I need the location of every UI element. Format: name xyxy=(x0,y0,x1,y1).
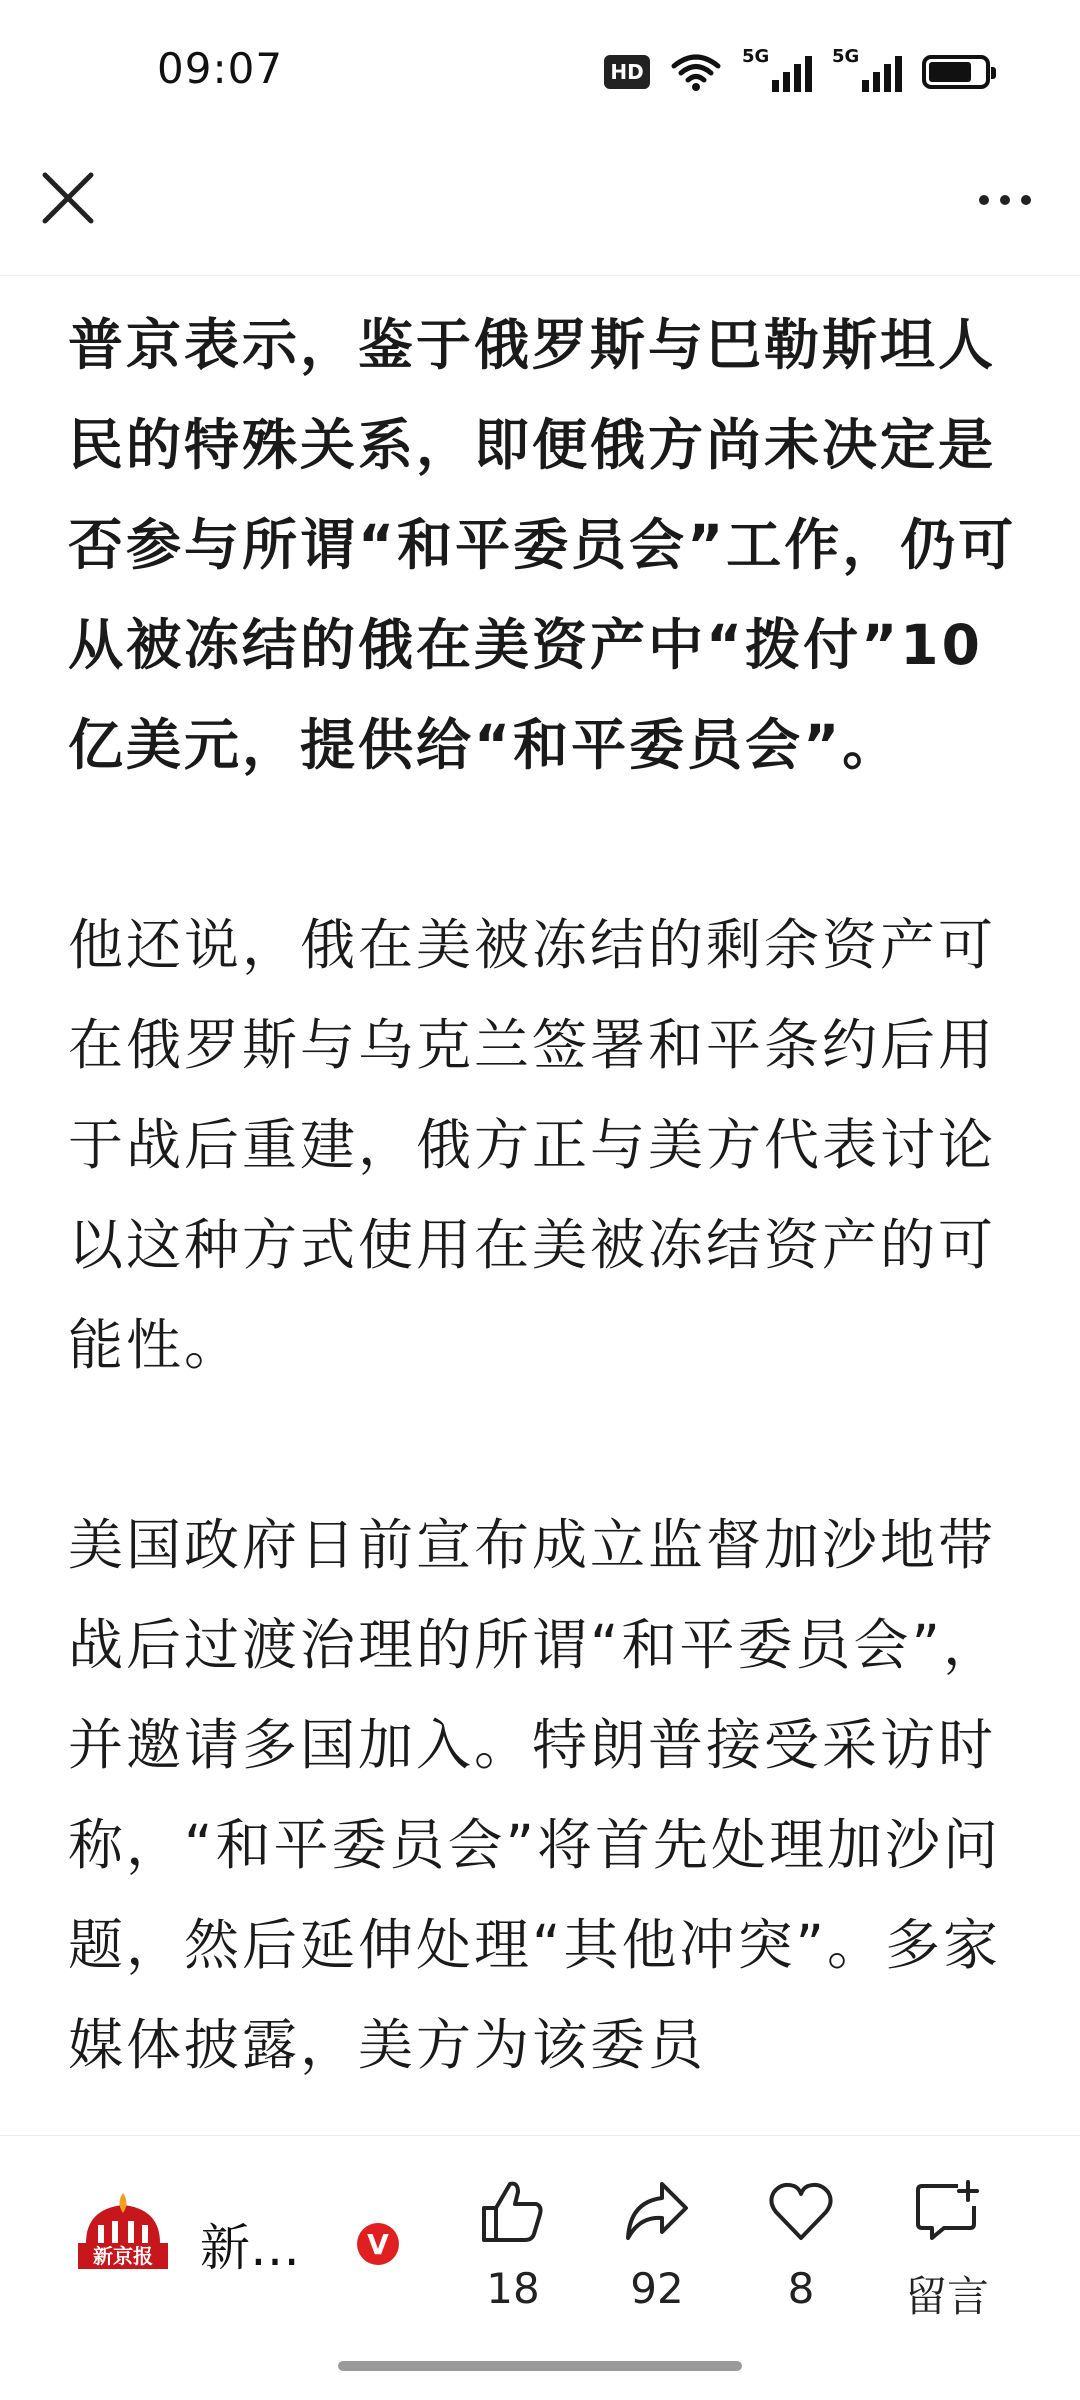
source-logo[interactable] xyxy=(78,2191,168,2269)
comment-add-icon xyxy=(912,2176,982,2246)
article-paragraph: 美国政府日前宣布成立监督加沙地带战后过渡治理的所谓“和平委员会”，并邀请多国加入。特朗普接受采访时称，“和平委员会”将首先处理加沙问题，然后延伸处理“其他冲突”。多家媒体披露，美方为该委员 xyxy=(68,1513,1001,2077)
status-icons xyxy=(604,48,990,96)
top-nav xyxy=(0,145,1080,276)
share-button[interactable] xyxy=(602,2176,712,2313)
cellular-signal-icon: 5G xyxy=(742,52,812,92)
hd-voice-icon: HD xyxy=(604,55,650,89)
like-button[interactable] xyxy=(458,2176,568,2313)
battery-icon xyxy=(922,55,990,89)
article-paragraph: 普京表示，鉴于俄罗斯与巴勒斯坦人民的特殊关系，即便俄方尚未决定是否参与所谓“和平委员会”工作，仍可从被冻结的俄在美资产中“拨付”10亿美元，提供给“和平委员会”。 xyxy=(68,313,1017,777)
wifi-icon xyxy=(670,52,722,92)
status-bar xyxy=(0,0,1080,145)
share-count: 92 xyxy=(630,2264,684,2313)
more-options-icon[interactable] xyxy=(965,175,1045,225)
close-icon[interactable] xyxy=(35,165,101,231)
favorite-button[interactable] xyxy=(746,2176,856,2313)
favorite-count: 8 xyxy=(787,2264,815,2313)
share-icon xyxy=(622,2176,692,2246)
source-name[interactable]: 新… xyxy=(200,2219,300,2277)
cellular-signal-icon: 5G xyxy=(832,52,902,92)
heart-icon xyxy=(766,2176,836,2246)
article-paragraph: 他还说，俄在美被冻结的剩余资产可在俄罗斯与乌克兰签署和平条约后用于战后重建，俄方正与美方代表讨论以这种方式使用在美被冻结资产的可能性。 xyxy=(68,913,997,1377)
comment-button[interactable] xyxy=(892,2176,1002,2324)
svg-text:新京报: 新京报 xyxy=(93,2244,153,2268)
like-count: 18 xyxy=(486,2264,540,2313)
home-indicator[interactable] xyxy=(338,2361,742,2371)
article-body xyxy=(68,295,1018,2135)
bottom-action-bar xyxy=(0,2135,1080,2336)
status-time: 09:07 xyxy=(157,44,284,93)
comment-label: 留言 xyxy=(904,2272,989,2321)
thumbs-up-icon xyxy=(478,2176,548,2246)
verified-badge: V xyxy=(357,2223,399,2265)
